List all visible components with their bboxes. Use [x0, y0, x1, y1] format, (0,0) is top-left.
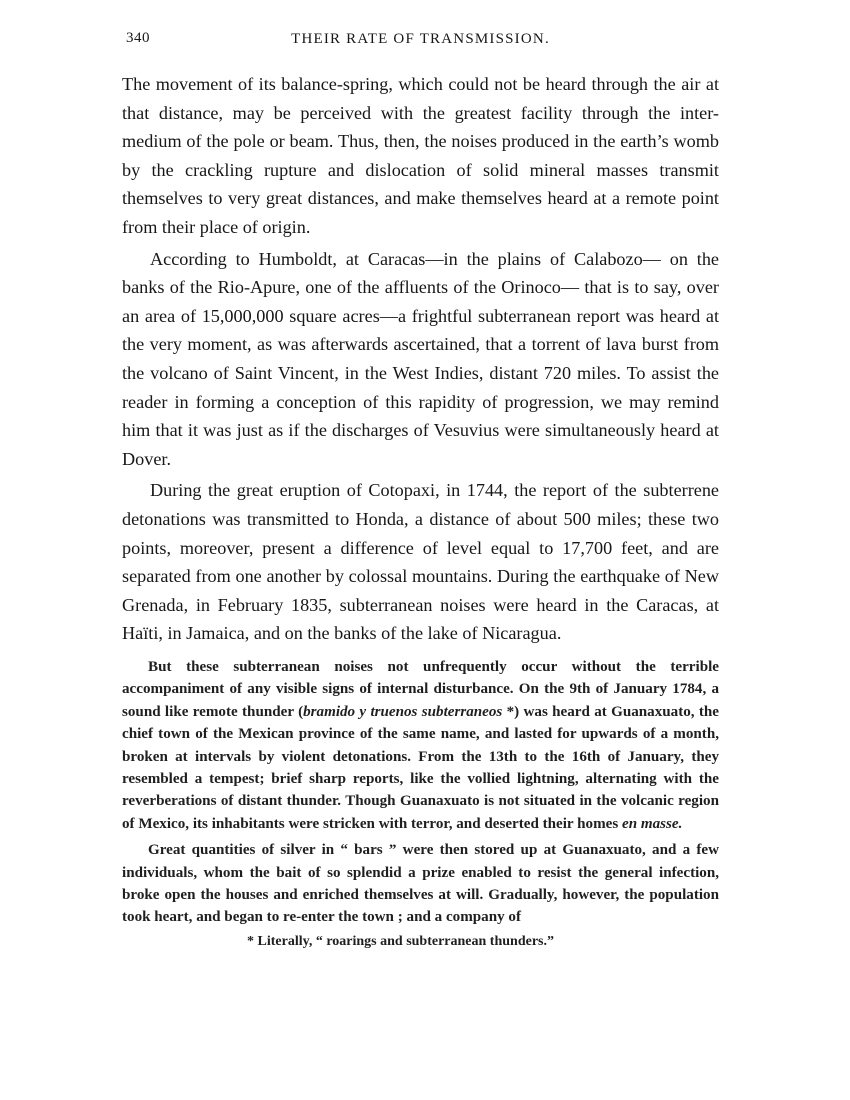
paragraph-2: According to Humboldt, at Caracas—in the plains of Calabozo— on the banks of the Rio-Apure, one of the affluents of the Orinoco— that is to say, over an area of 15,000,000 square acres—a frightful subterranean report was heard at the very moment, as was afterwards ascertained, that a torrent of lava burst from the volcano of Saint Vincent, in the West Indies, distant 720 miles. To assist the reader in forming a conception of this rapidity of progression, we may remind him that it was just as if the discharges of Vesuvius were simultaneously heard at Dover.: [122, 248, 719, 469]
running-title: THEIR RATE OF TRANSMISSION.: [291, 31, 550, 47]
small-paragraph-2: Great quantities of silver in “ bars ” were then stored up at Guanaxuato, and a few individuals, whom the bait of so splendid a prize enabled to resist the general infection, broke open the houses and enriched themselves at will. Gradually, however, the population took heart, and began to re-enter the town ; and a company of: [122, 842, 719, 926]
spanish-phrase: bramido y truenos subterraneos: [303, 703, 503, 720]
main-text: [122, 70, 719, 648]
latin-phrase: en masse.: [622, 815, 683, 832]
paragraph-3: During the great eruption of Cotopaxi, in 1744, the report of the subterrene detonations was transmitted to Honda, a distance of about 500 miles; these two points, moreover, present a difference of level equal to 17,700 feet, and are separated from one another by colossal mountains. During the earthquake of New Grenada, in February 1835, subterranean noises were heard in the Caracas, at Haïti, in Jamaica, and on the banks of the lake of Nicaragua.: [122, 480, 719, 644]
page-number: 340: [126, 30, 150, 46]
small-paragraph-1: [122, 656, 719, 835]
footnote: * Literally, “ roarings and subterranean thunders.”: [247, 933, 554, 949]
small-print-section: [122, 656, 719, 929]
page-header: [122, 30, 719, 56]
paragraph-1: The movement of its balance-spring, which could not be heard through the air at that distance, may be perceived with the greatest facility through the inter-medium of the pole or beam. Thus, then, the noises produced in the earth’s womb by the crackling rupture and dislocation of solid mineral masses transmit themselves to very great distances, and make themselves heard at a remote point from their place of origin.: [122, 74, 719, 237]
text-span: But these subterranean noises not unfrequently occur without the terrible accompaniment of any visible signs of internal disturbance. On the 9th of January 1784, a sound like remote thunder (: [122, 658, 719, 720]
text-span: *) was heard at Guanaxuato, the chief town of the Mexican province of the same name, and lasted for upwards of a month, broken at intervals by violent detonations. From the 13th to the 16th of January, they resembled a tempest; brief sharp reports, like the vollied lightning, alternating with the reverberations of distant thunder. Though Guanaxuato is not situated in the volcanic region of Mexico, its inhabitants were stricken with terror, and deserted their homes: [122, 703, 719, 832]
